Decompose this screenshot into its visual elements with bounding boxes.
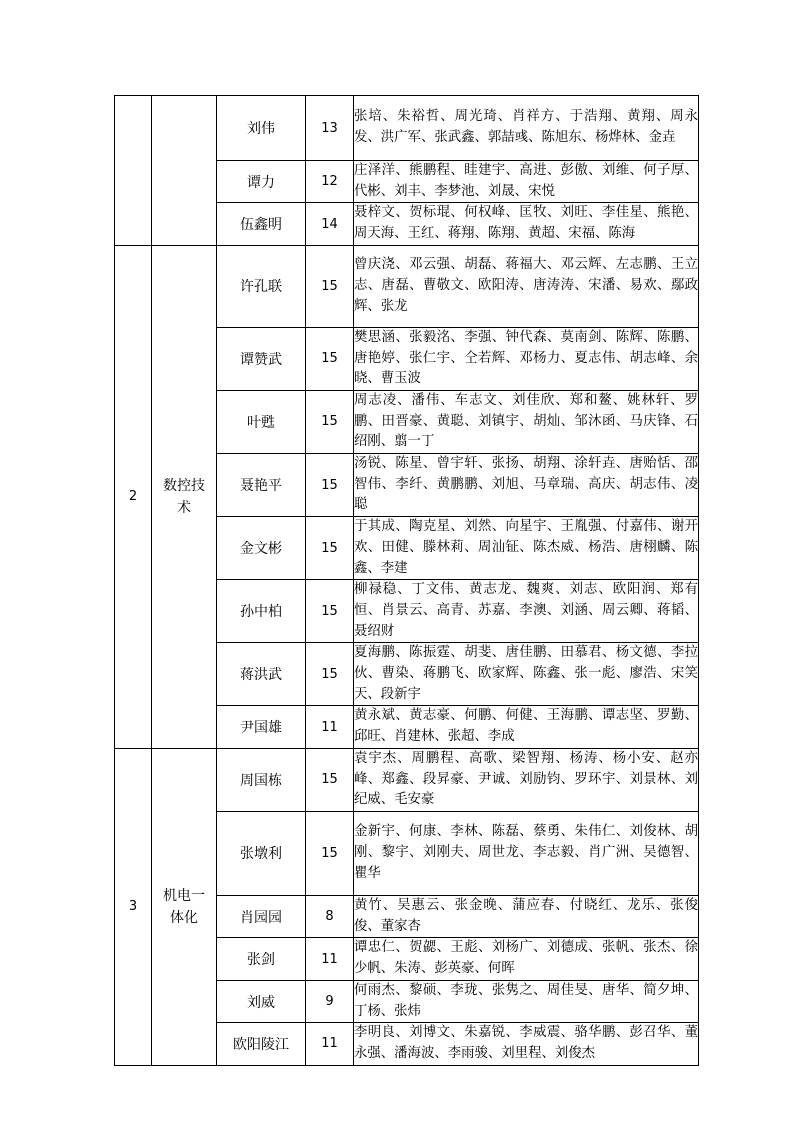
student-count-cell: 15 <box>306 245 354 327</box>
student-names-cell: 庄泽洋、熊鹏程、眭建宇、高进、彭傲、刘维、何子厚、代彬、刘丰、李梦池、刘晟、宋悦 <box>354 161 699 203</box>
student-names-cell: 袁宇杰、周鹏程、高歌、梁智翔、杨涛、杨小安、赵亦峰、郑鑫、段昇豪、尹诚、刘励钧、罗环宇、刘景林、刘纪威、毛安豪 <box>354 748 699 811</box>
student-count-cell: 15 <box>306 517 354 580</box>
student-names-cell: 于其成、陶克星、刘然、向星宇、王胤强、付嘉伟、谢开欢、田健、滕林莉、周汕钲、陈杰威、杨浩、唐栩麟、陈鑫、李建 <box>354 517 699 580</box>
table-body <box>115 96 699 1066</box>
table-row <box>115 245 699 327</box>
major-name: 机电一体化 <box>163 887 205 926</box>
student-count-cell: 13 <box>306 96 354 161</box>
section-index-cell: 3 <box>115 748 152 1065</box>
student-names-cell: 汤锐、陈星、曾宇轩、张扬、胡翔、涂轩垚、唐贻恬、邵智伟、李纤、黄鹏鹏、刘旭、马章瑞、高庆、胡志伟、凌聪 <box>354 454 699 517</box>
student-count-cell: 15 <box>306 748 354 811</box>
student-names-cell: 何雨杰、黎硕、李珑、张隽之、周佳旻、唐华、简夕坤、丁杨、张炜 <box>354 980 699 1022</box>
major-cell <box>152 245 217 748</box>
mentor-name-cell: 许孔联 <box>217 245 306 327</box>
student-names-cell: 聂梓文、贺标琨、何权峰、匡牧、刘旺、李佳星、熊艳、周天海、王红、蒋翔、陈翔、黄超、宋福、陈海 <box>354 203 699 245</box>
student-names-cell: 李明良、刘博文、朱嘉锐、李威震、骆华鹏、彭召华、董永强、潘海波、李雨骏、刘里程、刘俊杰 <box>354 1023 699 1065</box>
student-count-cell: 12 <box>306 161 354 203</box>
mentor-name-cell: 肖园园 <box>217 895 306 937</box>
mentor-name-cell: 聂艳平 <box>217 454 306 517</box>
student-count-cell: 14 <box>306 203 354 245</box>
student-count-cell: 11 <box>306 1023 354 1065</box>
student-names-cell: 樊思涵、张毅洺、李强、钟代森、莫南剑、陈辉、陈鹏、唐艳婷、张仁宇、仝若辉、邓杨力、夏志伟、胡志峰、余晓、曹玉波 <box>354 327 699 390</box>
student-names-cell: 曾庆浇、邓云强、胡磊、蒋福大、邓云辉、左志鹏、王立志、唐磊、曹敬文、欧阳涛、唐涛涛、宋潘、易欢、鄢政辉、张龙 <box>354 245 699 327</box>
mentor-name-cell: 蒋洪武 <box>217 643 306 706</box>
student-names-cell: 金新宇、何康、李林、陈磊、蔡勇、朱伟仁、刘俊林、胡刚、黎宇、刘刚夫、周世龙、李志毅、肖广洲、吴德智、瞿华 <box>354 811 699 895</box>
student-count-cell: 11 <box>306 706 354 748</box>
student-names-cell: 柳禄稳、丁文伟、黄志龙、魏爽、刘志、欧阳润、郑有恒、肖景云、高青、苏嘉、李澳、刘涵、周云卿、蒋韬、聂绍财 <box>354 580 699 643</box>
mentor-name-cell: 谭力 <box>217 161 306 203</box>
student-count-cell: 15 <box>306 580 354 643</box>
mentor-name-cell: 张剑 <box>217 938 306 980</box>
mentor-name-cell: 伍鑫明 <box>217 203 306 245</box>
major-name: 数控技术 <box>163 477 205 516</box>
mentor-name-cell: 谭赞武 <box>217 327 306 390</box>
student-count-cell: 11 <box>306 938 354 980</box>
student-names-cell: 张培、朱裕哲、周光琦、肖祥方、于浩翔、黄翔、周永发、洪广军、张武鑫、郭喆彧、陈旭东、杨烨林、金垚 <box>354 96 699 161</box>
mentor-student-table <box>114 95 699 1066</box>
student-count-cell: 15 <box>306 454 354 517</box>
student-names-cell: 黄竹、吴惠云、张金晚、蒲应春、付晓红、龙乐、张俊俊、董家杏 <box>354 895 699 937</box>
major-cell <box>152 96 217 246</box>
student-count-cell: 15 <box>306 643 354 706</box>
section-index-cell: 2 <box>115 245 152 748</box>
student-names-cell: 夏海鹏、陈振霆、胡斐、唐佳鹏、田慕君、杨文德、李拉伙、曹染、蒋鹏飞、欧家辉、陈鑫、张一彪、廖浩、宋笑天、段新宇 <box>354 643 699 706</box>
mentor-name-cell: 欧阳陵江 <box>217 1023 306 1065</box>
mentor-name-cell: 刘威 <box>217 980 306 1022</box>
section-index-cell <box>115 96 152 246</box>
mentor-name-cell: 叶甦 <box>217 390 306 453</box>
mentor-name-cell: 张墩利 <box>217 811 306 895</box>
student-count-cell: 15 <box>306 390 354 453</box>
student-count-cell: 15 <box>306 327 354 390</box>
mentor-name-cell: 刘伟 <box>217 96 306 161</box>
student-count-cell: 9 <box>306 980 354 1022</box>
student-names-cell: 黄永斌、黄志豪、何鹏、何健、王海鹏、谭志坚、罗勤、邱旺、肖建林、张超、李成 <box>354 706 699 748</box>
student-names-cell: 谭忠仁、贺勰、王彪、刘杨广、刘德成、张帆、张杰、徐少帆、朱涛、彭英豪、何晖 <box>354 938 699 980</box>
mentor-name-cell: 孙中柏 <box>217 580 306 643</box>
student-names-cell: 周志凌、潘伟、车志文、刘佳欣、郑和鳌、姚林轩、罗鹏、田晋豪、黄聪、刘镇宇、胡灿、邹沐函、马庆锋、石绍刚、翦一丁 <box>354 390 699 453</box>
student-count-cell: 15 <box>306 811 354 895</box>
major-cell <box>152 748 217 1065</box>
table-row <box>115 748 699 811</box>
mentor-name-cell: 周国栋 <box>217 748 306 811</box>
mentor-name-cell: 尹国雄 <box>217 706 306 748</box>
table-row <box>115 96 699 161</box>
mentor-name-cell: 金文彬 <box>217 517 306 580</box>
student-count-cell: 8 <box>306 895 354 937</box>
